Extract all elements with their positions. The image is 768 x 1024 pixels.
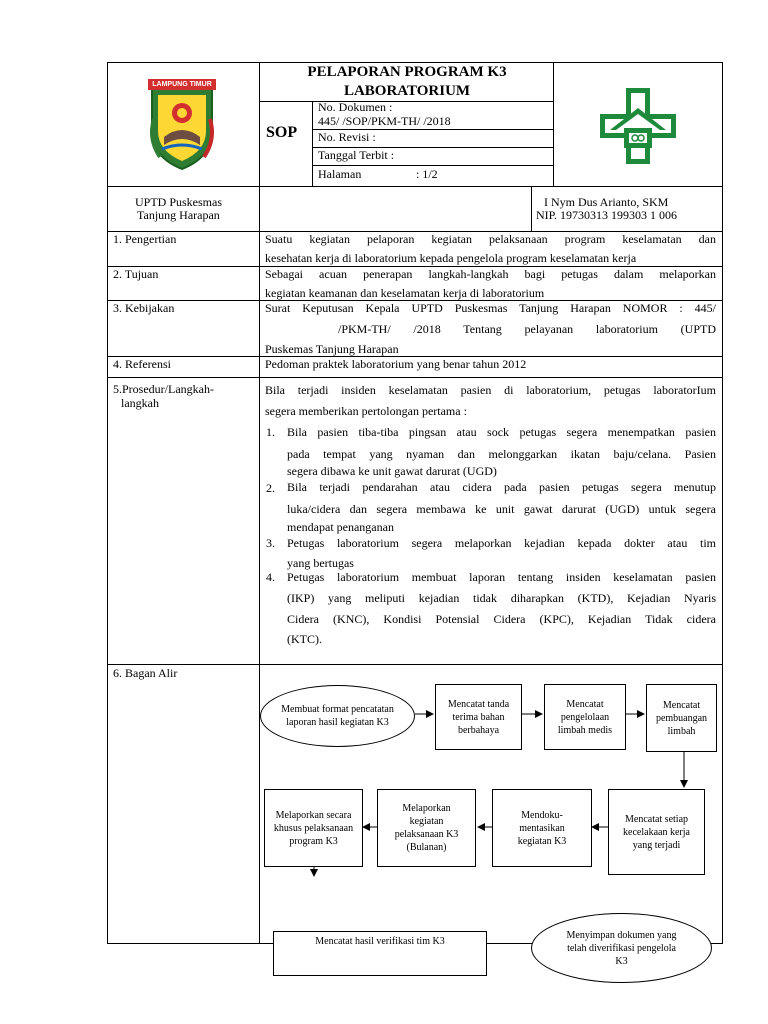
- referensi-label: 4. Referensi: [113, 357, 171, 371]
- step-3-line-1: Petugas laboratorium segera melaporkan kejadian kepada dokter atau tim: [287, 536, 716, 550]
- tujuan-line-2: kegiatan keamanan dan keselamatan kerja di laboratorium: [265, 286, 545, 300]
- title-line-2: LABORATORIUM: [343, 83, 471, 99]
- pengertian-label: 1. Pengertian: [113, 232, 177, 246]
- terbit-label: Tanggal Terbit :: [318, 148, 395, 162]
- flow-step-verifikasi: Mencatat hasil verifikasi tim K3: [273, 931, 487, 976]
- unit-line-1: UPTD Puskesmas: [135, 195, 223, 209]
- pengertian-line-1: Suatu kegiatan pelaporan kegiatan pelaksanaan program keselamatan dan: [265, 232, 716, 246]
- unit-line-2: Tanjung Harapan: [137, 208, 220, 222]
- flow-end-oval: Menyimpan dokumen yang telah diverifikasi pengelola K3: [531, 913, 712, 983]
- flow-step-pengelolaan-limbah: Mencatat pengelolaan limbah medis: [544, 684, 626, 750]
- step-2-line-1: Bila terjadi pendarahan atau cidera pada pasien petugas segera menutup: [287, 480, 716, 494]
- step-2-line-2: luka/cidera dan segera membawa ke unit gawat darurat (UGD) untuk segera: [287, 502, 716, 516]
- step-4-line-4: (KTC).: [287, 632, 322, 646]
- flow-step-dokumentasi: Mendoku-mentasikan kegiatan K3: [492, 789, 592, 867]
- prosedur-label-2: langkah: [121, 396, 159, 410]
- referensi-line-1: Pedoman praktek laboratorium yang benar tahun 2012: [265, 357, 527, 371]
- prosedur-label-1: 5.Prosedur/Langkah-: [113, 382, 214, 396]
- doc-no-label: No. Dokumen :: [318, 100, 393, 114]
- flow-step-laporan-bulanan: Melaporkan kegiatan pelaksanaan K3 (Bulanan): [377, 789, 476, 867]
- prosedur-intro-line-2: segera memberikan pertolongan pertama :: [265, 404, 467, 418]
- step-number: 3.: [266, 536, 275, 550]
- signer-nip: NIP. 19730313 199303 1 006: [536, 208, 678, 222]
- flow-step-tanda-terima: Mencatat tanda terima bahan berbahaya: [435, 684, 522, 750]
- step-number: 2.: [266, 481, 275, 495]
- doc-no-value: 445/ /SOP/PKM-TH/ /2018: [318, 114, 451, 128]
- signer-name: I Nym Dus Arianto, SKM: [544, 195, 669, 209]
- step-4-line-1: Petugas laboratorium membuat laporan tentang insiden keselamatan pasien: [287, 570, 716, 584]
- pengertian-line-2: kesehatan kerja di laboratorium kepada pengelola program keselamatan kerja: [265, 251, 637, 265]
- step-1-line-2: pada tempat yang nyaman dan melonggarkan ikatan baju/celana. Pasien: [287, 447, 716, 461]
- prosedur-intro-line-1: Bila terjadi insiden keselamatan pasien di laboratorium, petugas laboratorIum: [265, 383, 716, 397]
- step-3-line-2: yang bertugas: [287, 556, 354, 570]
- kebijakan-line-2: /PKM-TH/ /2018 Tentang pelayanan laboratorium (UPTD: [338, 322, 716, 336]
- step-number: 4.: [266, 570, 275, 584]
- tujuan-line-1: Sebagai acuan penerapan langkah-langkah bagi petugas dalam melaporkan: [265, 267, 716, 281]
- halaman-label: Halaman: [318, 167, 362, 181]
- flow-step-laporan-khusus: Melaporkan secara khusus pelaksanaan program K3: [264, 789, 363, 867]
- step-2-line-3: mendapat penanganan: [287, 520, 394, 534]
- step-4-line-2: (IKP) yang meliputi kejadian tidak diharapkan (KTD), Kejadian Nyaris: [287, 591, 716, 605]
- kebijakan-line-3: Puskemas Tanjung Harapan: [265, 342, 399, 356]
- kebijakan-line-1: Surat Keputusan Kepala UPTD Puskesmas Tanjung Harapan NOMOR : 445/: [265, 301, 716, 315]
- flow-step-pembuangan-limbah: Mencatat pembuangan limbah: [646, 684, 717, 752]
- tujuan-label: 2. Tujuan: [113, 267, 159, 281]
- step-1-line-1: Bila pasien tiba-tiba pingsan atau sock petugas segera menempatkan pasien: [287, 425, 716, 439]
- bagan-label: 6. Bagan Alir: [113, 666, 178, 680]
- logo-banner: LAMPUNG TIMUR: [148, 79, 216, 90]
- flow-start-oval: Membuat format pencatatan laporan hasil kegiatan K3: [260, 685, 415, 747]
- revisi-label: No. Revisi :: [318, 130, 376, 144]
- kebijakan-label: 3. Kebijakan: [113, 301, 175, 315]
- step-number: 1.: [266, 425, 275, 439]
- step-4-line-3: Cidera (KNC), Kondisi Potensial Cidera (KPC), Kejadian Tidak cidera: [287, 612, 716, 626]
- step-1-line-3: segera dibawa ke unit gawat darurat (UGD): [287, 464, 497, 478]
- flow-step-kecelakaan: Mencatat setiap kecelakaan kerja yang terjadi: [608, 789, 705, 875]
- halaman-value: : 1/2: [416, 167, 438, 181]
- sop-label: SOP: [266, 124, 298, 141]
- title-line-1: PELAPORAN PROGRAM K3: [307, 64, 507, 80]
